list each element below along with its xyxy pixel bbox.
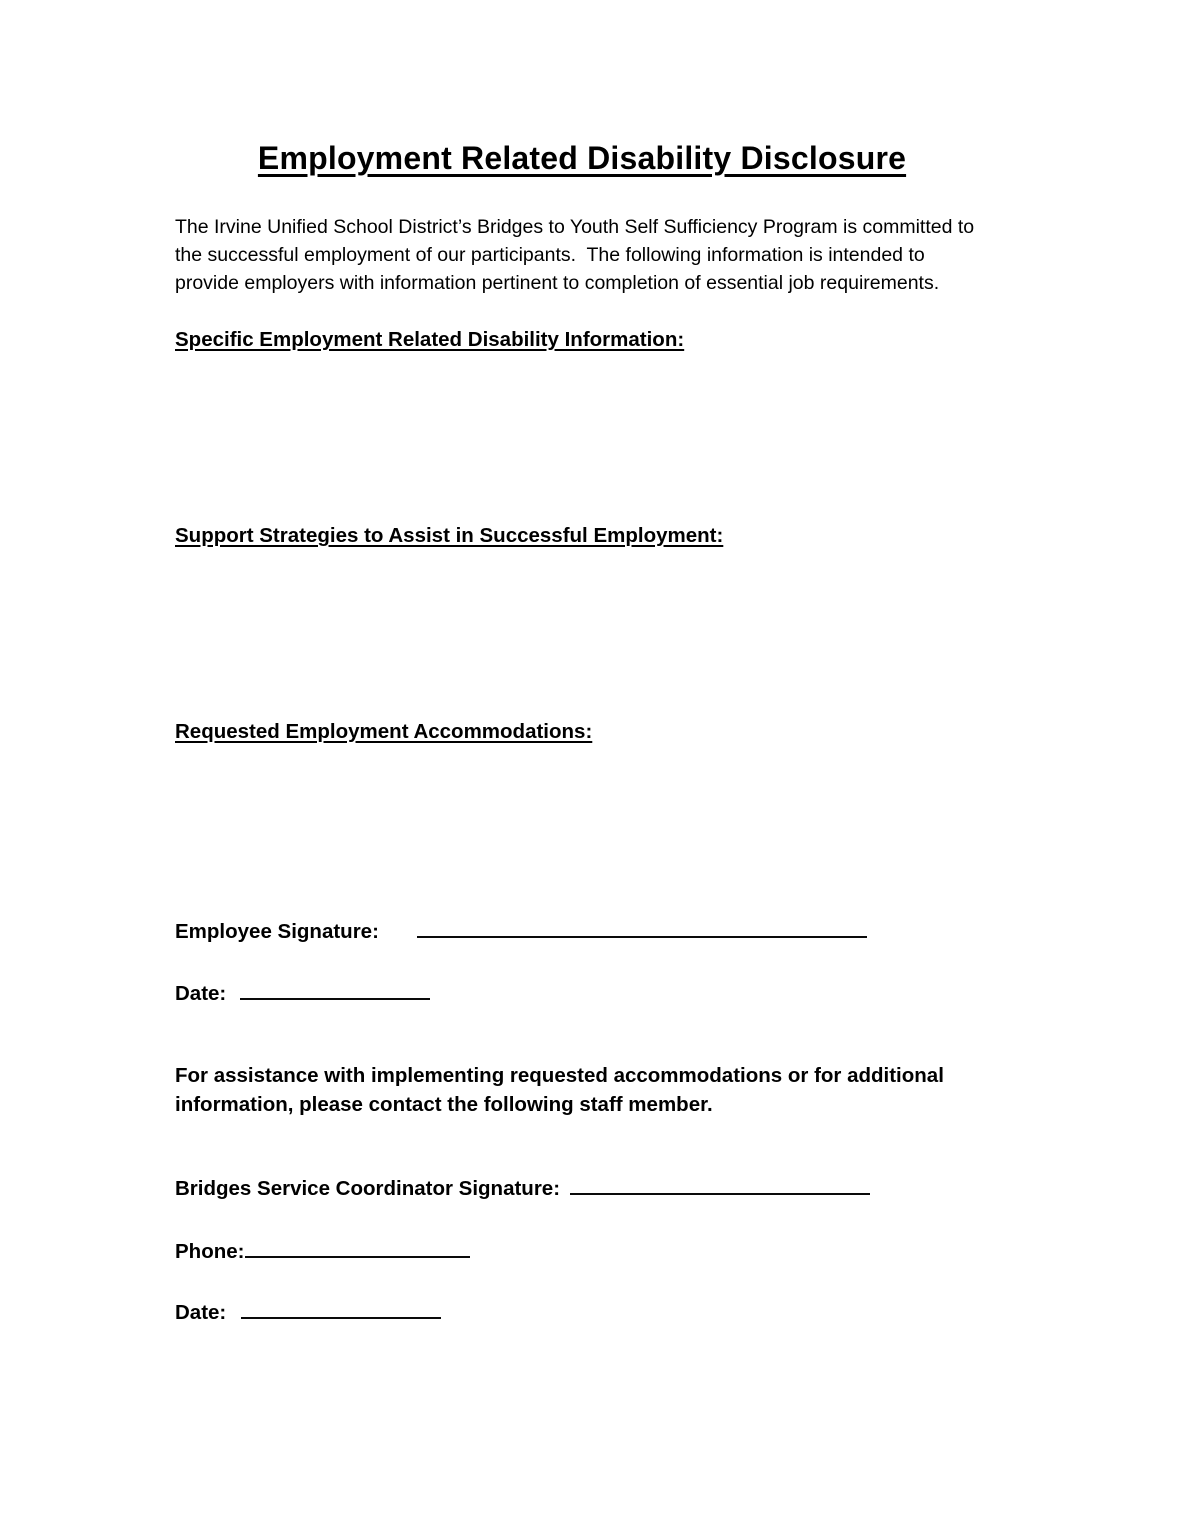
section-heading-support-strategies: Support Strategies to Assist in Successful Employment: bbox=[175, 524, 724, 547]
employee-date-label: Date: bbox=[175, 982, 227, 1005]
employee-signature-label: Employee Signature: bbox=[175, 920, 379, 943]
phone-row bbox=[175, 1237, 989, 1264]
section-heading-specific-disability-info: Specific Employment Related Disability Information: bbox=[175, 328, 685, 351]
coordinator-signature-label: Bridges Service Coordinator Signature: bbox=[175, 1177, 561, 1200]
intro-paragraph: The Irvine Unified School District’s Bridges to Youth Self Sufficiency Program is committed to the successful employment of our participants. The following information is intended to provide employers with information pertinent to completion of essential job requirements. bbox=[175, 216, 980, 294]
coordinator-signature-row bbox=[175, 1174, 989, 1201]
employee-signature-row bbox=[175, 917, 989, 944]
coordinator-date-line bbox=[241, 1298, 441, 1319]
coordinator-signature-line bbox=[570, 1174, 870, 1195]
employee-date-row bbox=[175, 979, 989, 1006]
employee-signature-line bbox=[417, 917, 867, 938]
section-heading-requested-accommodations: Requested Employment Accommodations: bbox=[175, 720, 593, 743]
coordinator-date-label: Date: bbox=[175, 1301, 227, 1324]
phone-label: Phone: bbox=[175, 1240, 245, 1263]
page-title: Employment Related Disability Disclosure bbox=[257, 140, 907, 176]
document-content bbox=[175, 140, 989, 1325]
phone-line bbox=[245, 1237, 470, 1258]
employee-date-line bbox=[240, 979, 430, 1000]
assistance-note: For assistance with implementing requested accommodations or for additional information, please contact the following staff member. bbox=[175, 1064, 944, 1116]
coordinator-date-row bbox=[175, 1298, 989, 1325]
